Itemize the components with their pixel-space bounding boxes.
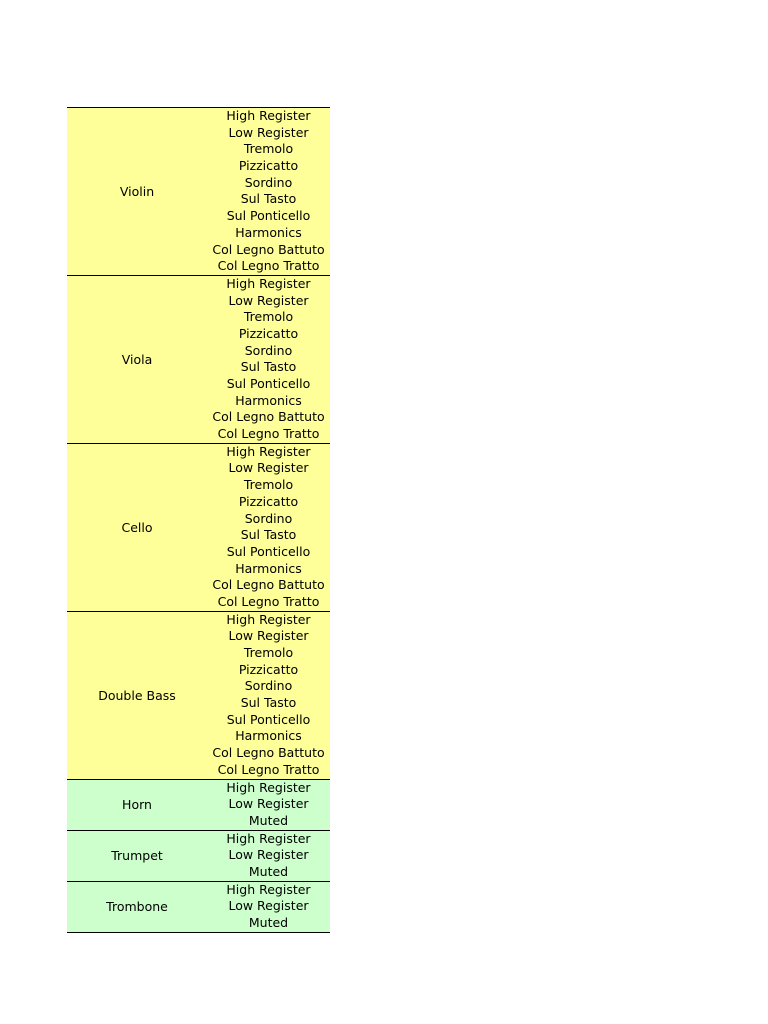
technique-cell[interactable]: Harmonics — [235, 224, 302, 240]
technique-list — [207, 780, 330, 830]
instrument-name-cell[interactable]: Viola — [121, 351, 153, 367]
technique-cell[interactable]: High Register — [226, 779, 311, 795]
technique-cell[interactable]: Sul Ponticello — [226, 208, 311, 224]
technique-cell[interactable]: Col Legno Tratto — [217, 593, 320, 609]
technique-list — [207, 831, 330, 881]
instrument-name-cell[interactable]: Violin — [119, 183, 155, 199]
instrument-technique-table — [67, 107, 330, 933]
instrument-group — [67, 276, 330, 444]
technique-cell[interactable]: Sul Tasto — [240, 527, 297, 543]
technique-cell[interactable]: Harmonics — [235, 560, 302, 576]
technique-cell[interactable]: Tremolo — [243, 309, 294, 325]
technique-cell[interactable]: Tremolo — [243, 477, 294, 493]
technique-cell[interactable]: High Register — [226, 275, 311, 291]
technique-cell[interactable]: High Register — [226, 108, 311, 123]
technique-cell[interactable]: Sordino — [244, 510, 293, 526]
technique-cell[interactable]: Low Register — [228, 292, 309, 308]
technique-cell[interactable]: Low Register — [228, 628, 309, 644]
technique-cell[interactable]: Harmonics — [235, 728, 302, 744]
technique-cell[interactable]: Sordino — [244, 678, 293, 694]
technique-cell[interactable]: Col Legno Battuto — [212, 745, 325, 761]
technique-cell[interactable]: Harmonics — [235, 392, 302, 408]
technique-list — [207, 108, 330, 275]
technique-cell[interactable]: Pizzicatto — [238, 158, 299, 174]
technique-cell[interactable]: High Register — [226, 881, 311, 897]
instrument-group — [67, 444, 330, 612]
technique-list — [207, 276, 330, 443]
technique-cell[interactable]: High Register — [226, 830, 311, 846]
instrument-group — [67, 882, 330, 933]
technique-list — [207, 882, 330, 932]
technique-cell[interactable]: Pizzicatto — [238, 325, 299, 341]
technique-list — [207, 612, 330, 779]
technique-cell[interactable]: Col Legno Battuto — [212, 409, 325, 425]
technique-cell[interactable]: Sul Tasto — [240, 191, 297, 207]
instrument-name-cell[interactable]: Horn — [122, 797, 152, 813]
technique-cell[interactable]: Sordino — [244, 174, 293, 190]
technique-cell[interactable]: Low Register — [228, 898, 309, 914]
instrument-name-cell[interactable]: Double Bass — [98, 687, 176, 703]
technique-cell[interactable]: Sul Ponticello — [226, 376, 311, 391]
technique-list — [207, 444, 330, 611]
technique-cell[interactable]: High Register — [226, 443, 311, 459]
technique-cell[interactable]: Tremolo — [243, 645, 294, 660]
technique-cell[interactable]: Col Legno Tratto — [217, 761, 320, 777]
technique-cell[interactable]: Sul Tasto — [240, 359, 297, 375]
instrument-name-cell[interactable]: Cello — [121, 519, 153, 535]
technique-cell[interactable]: Low Register — [228, 124, 309, 140]
technique-cell[interactable]: Col Legno Tratto — [217, 426, 320, 442]
technique-cell[interactable]: High Register — [226, 611, 311, 627]
technique-cell[interactable]: Col Legno Tratto — [217, 258, 320, 274]
technique-cell[interactable]: Sul Ponticello — [226, 543, 311, 559]
technique-cell[interactable]: Muted — [248, 863, 289, 879]
technique-cell[interactable]: Sul Tasto — [240, 695, 297, 711]
technique-cell[interactable]: Pizzicatto — [238, 661, 299, 677]
technique-cell[interactable]: Muted — [248, 812, 289, 828]
instrument-name-cell[interactable]: Trombone — [106, 899, 168, 915]
technique-cell[interactable]: Col Legno Battuto — [212, 241, 325, 257]
instrument-name-cell[interactable]: Trumpet — [111, 848, 163, 864]
instrument-group — [67, 108, 330, 276]
technique-cell[interactable]: Low Register — [228, 460, 309, 476]
technique-cell[interactable]: Col Legno Battuto — [212, 577, 325, 593]
technique-cell[interactable]: Sordino — [244, 342, 293, 358]
technique-cell[interactable]: Pizzicatto — [238, 493, 299, 509]
instrument-group — [67, 780, 330, 831]
technique-cell[interactable]: Low Register — [228, 847, 309, 863]
technique-cell[interactable]: Tremolo — [243, 141, 294, 157]
technique-cell[interactable]: Muted — [248, 915, 289, 930]
technique-cell[interactable]: Sul Ponticello — [226, 711, 311, 727]
instrument-group — [67, 831, 330, 882]
technique-cell[interactable]: Low Register — [228, 796, 309, 812]
instrument-group — [67, 612, 330, 780]
